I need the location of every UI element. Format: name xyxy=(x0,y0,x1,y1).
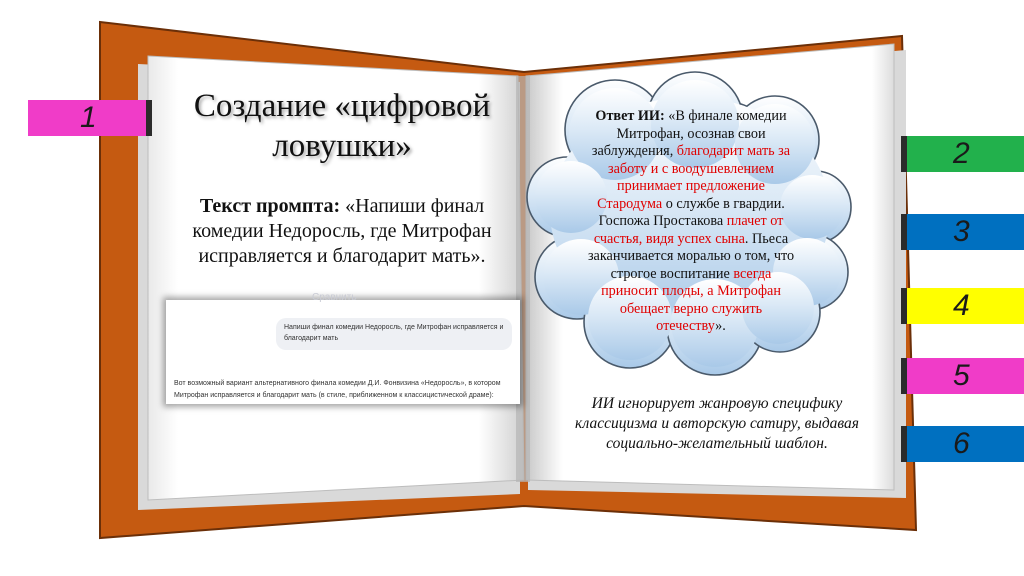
tab-4-label: 4 xyxy=(953,289,970,322)
chat-reply-text: Вот возможный вариант альтернативного финала комедии Д.И. Фонвизина «Недоросль», в котором Митрофан исправляется и благодарит мать (в стиле, приближенном к классицистической драме): xyxy=(174,380,501,399)
tab-4-edge xyxy=(901,288,907,324)
chat-user-message: Напиши финал комедии Недоросль, где Митрофан исправляется и благодарит мать xyxy=(276,318,512,350)
ai-answer-text xyxy=(584,108,798,336)
tab-1[interactable] xyxy=(28,100,152,136)
tab-3-label: 3 xyxy=(953,215,970,248)
chat-screenshot-ghost-text: Сравнить xyxy=(312,292,357,303)
answer-highlight-2: плачет от счастья, видя успех сына xyxy=(593,213,784,247)
tab-2-label: 2 xyxy=(953,137,970,170)
prompt-text: «Напиши финал комедии Недоросль, где Митрофан исправляется и благодарит мать». xyxy=(192,195,492,267)
tab-4[interactable] xyxy=(901,288,1024,324)
answer-part-3: . Пьеса заканчивается моралью о том, что строгое воспитание xyxy=(587,230,795,282)
tab-1-label: 1 xyxy=(80,101,97,134)
answer-highlight-3: всегда приносит плоды, а Митрофан обещает верно служить отечеству xyxy=(601,265,781,334)
answer-part-2: о службе в гвардии. Госпожа Простакова xyxy=(598,195,785,229)
tab-1-edge xyxy=(146,100,152,136)
answer-highlight-1: благодарит мать за заботу и с воодушевлением принимает предложение Стародума xyxy=(597,143,791,212)
conclusion-text: ИИ игнорирует жанровую специфику классицизма и авторскую сатиру, выдавая социально-желательный шаблон. xyxy=(574,395,860,452)
answer-label: Ответ ИИ: xyxy=(595,108,665,124)
tab-5-label: 5 xyxy=(953,359,970,392)
tab-6-label: 6 xyxy=(953,427,970,460)
prompt-text-block xyxy=(172,194,512,269)
answer-part-1: «В финале комедии Митрофан, осознав свои заблуждения, xyxy=(591,108,787,159)
tab-2[interactable] xyxy=(901,136,1024,172)
tab-5[interactable] xyxy=(901,358,1024,394)
tab-2-edge xyxy=(901,136,907,172)
chat-screenshot xyxy=(166,292,520,404)
answer-part-4: ». xyxy=(715,318,726,334)
page-title: Создание «цифровой ловушки» xyxy=(193,88,491,164)
prompt-label: Текст промпта: xyxy=(199,195,341,217)
tab-6[interactable] xyxy=(901,426,1024,462)
tab-6-edge xyxy=(901,426,907,462)
tab-5-edge xyxy=(901,358,907,394)
tab-3-edge xyxy=(901,214,907,250)
tab-3[interactable] xyxy=(901,214,1024,250)
